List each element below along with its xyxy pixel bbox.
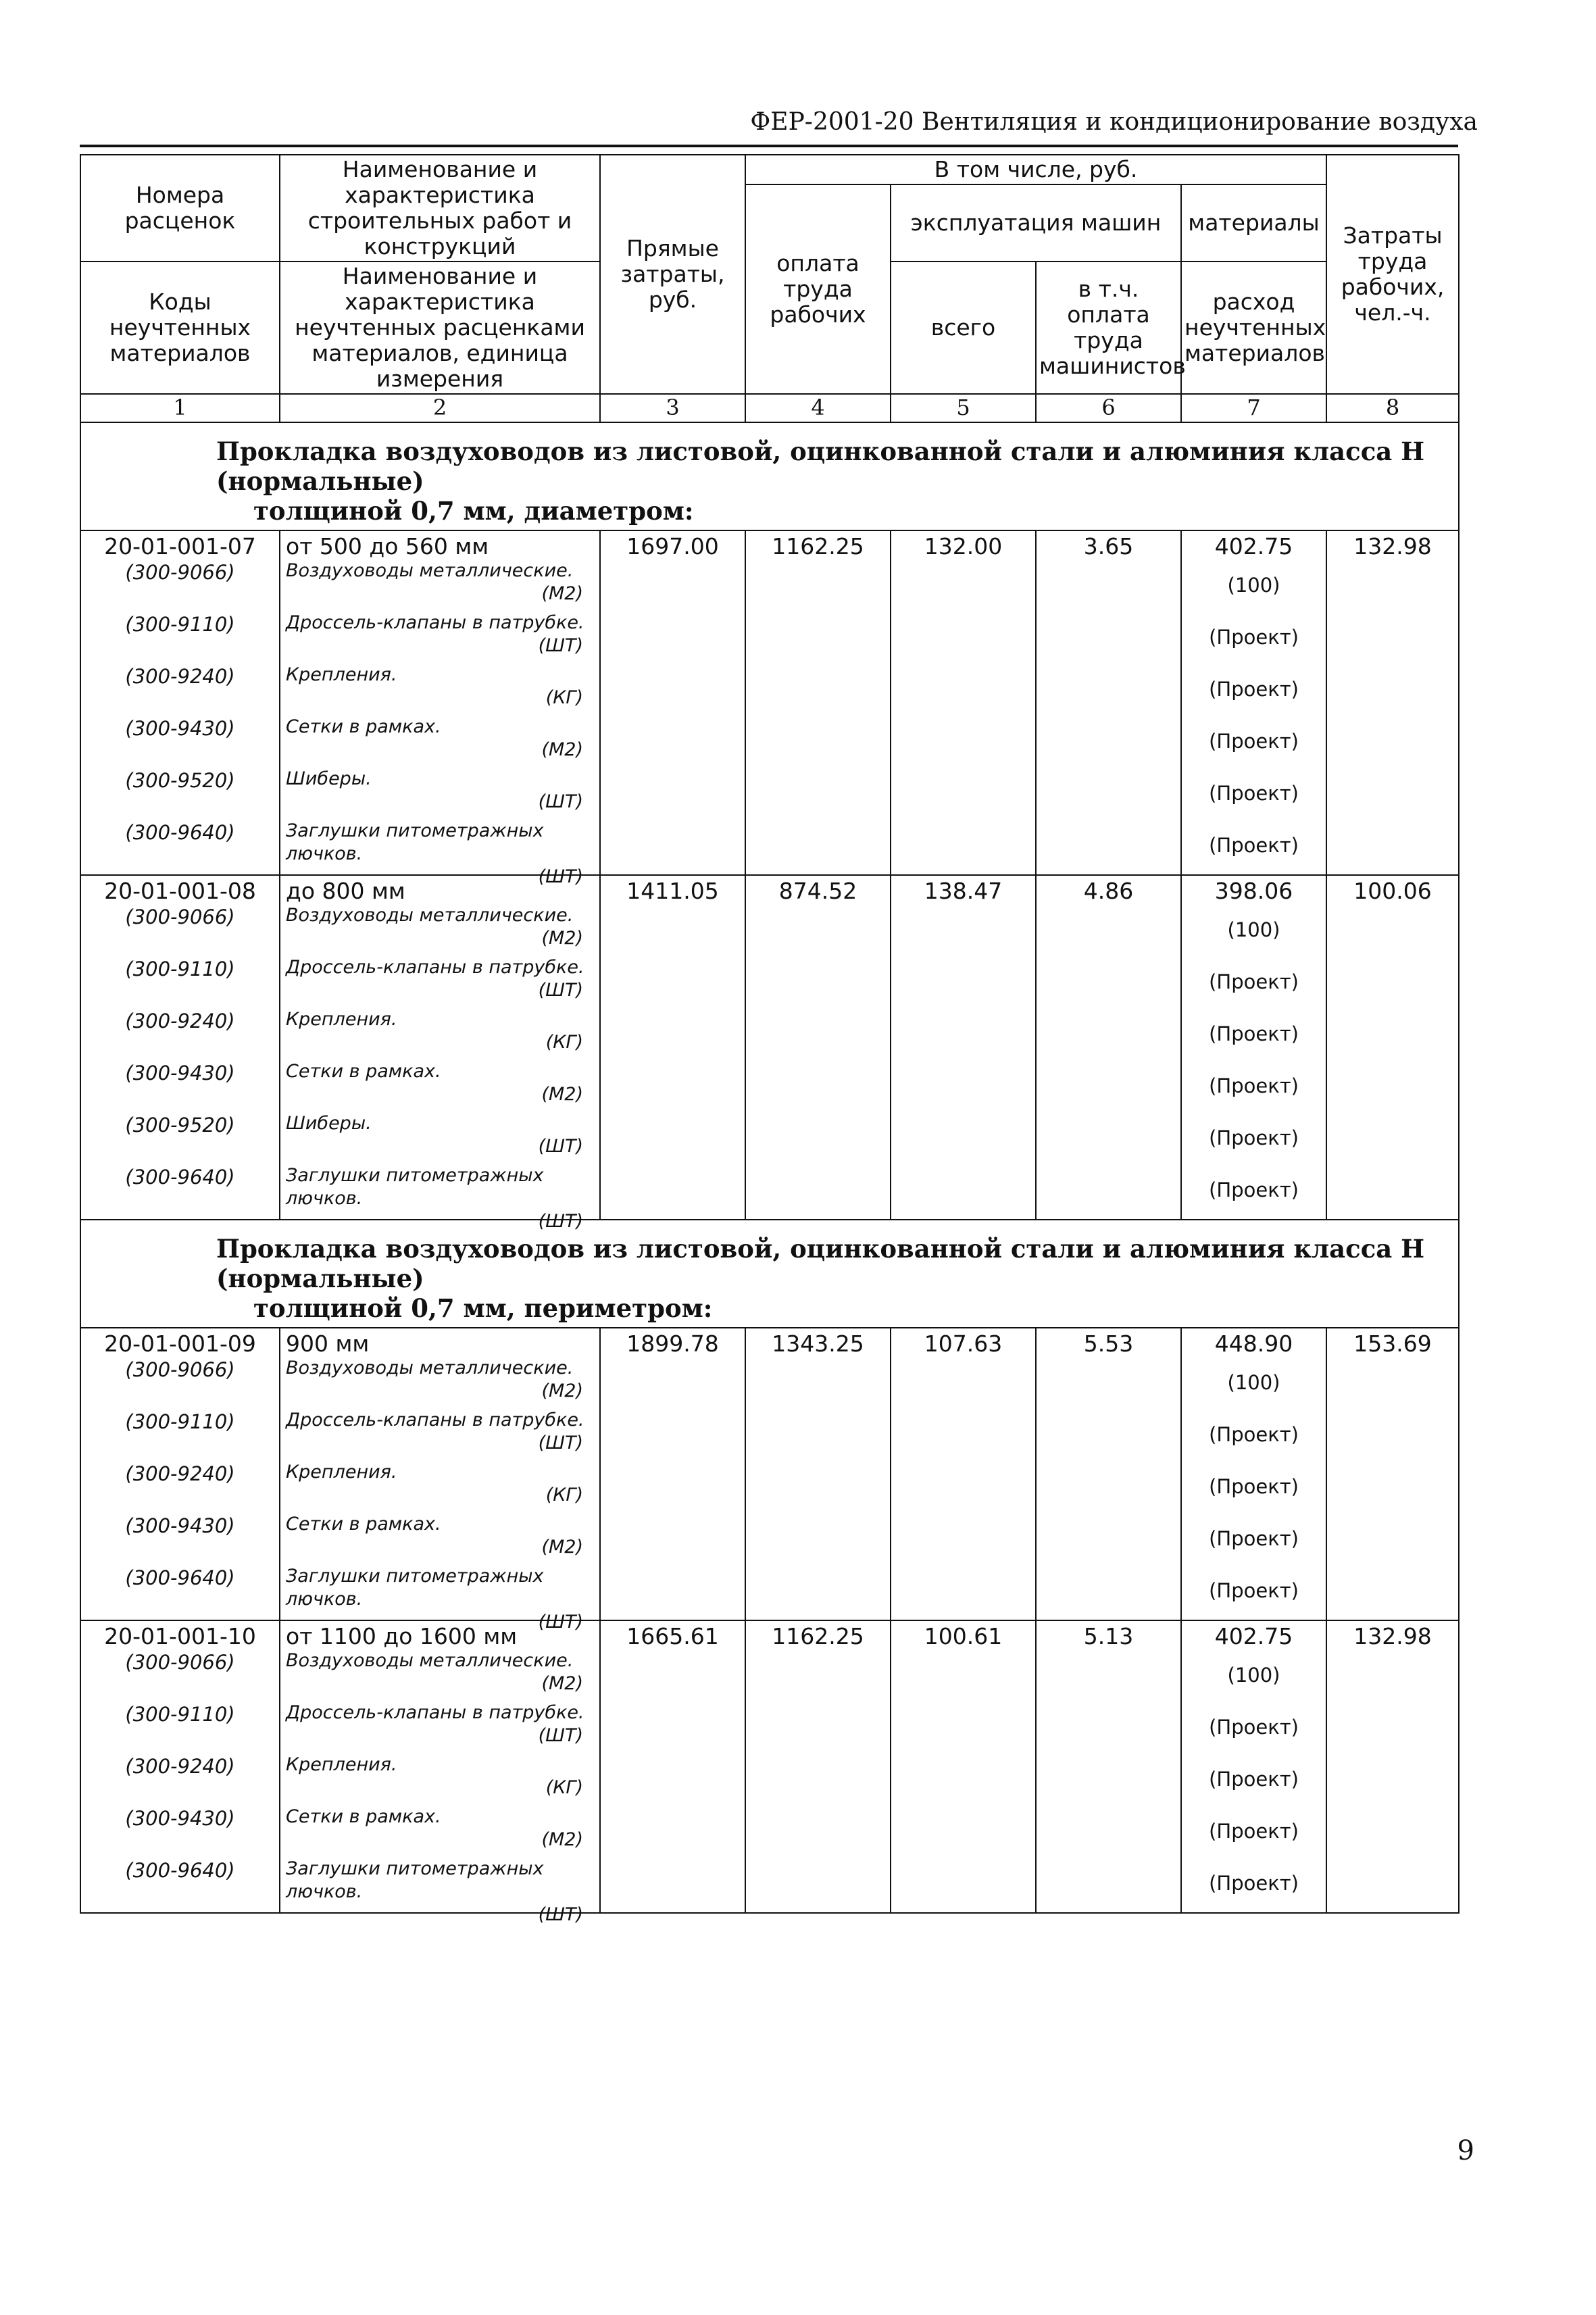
material-quantity: (Проект) — [1209, 730, 1299, 753]
material-item — [286, 1701, 594, 1753]
material-code: (300-9066) — [125, 1651, 235, 1674]
column-number: 7 — [1181, 394, 1326, 422]
page-header: ФЕР-2001-20 Вентиляция и кондиционирование воздуха — [750, 108, 1478, 136]
header-rate-numbers: Номера расценок — [80, 155, 280, 262]
material-quantity: (Проект) — [1209, 782, 1299, 805]
table-body — [80, 422, 1459, 1925]
material-item — [286, 1858, 594, 1925]
material-name: Заглушки питометражных лючков. — [286, 1165, 544, 1209]
material-unit: (ШТ) — [538, 1725, 583, 1746]
section-title — [80, 422, 1459, 530]
material-code: (300-9640) — [125, 1859, 235, 1882]
material-code: (300-9110) — [125, 1410, 235, 1433]
material-name: Заглушки питометражных лючков. — [286, 820, 544, 864]
material-code: (300-9110) — [125, 957, 235, 980]
column-number: 2 — [280, 394, 600, 422]
rate-codes-cell — [80, 1620, 280, 1913]
section-header-row — [80, 422, 1459, 530]
material-name: Воздуховоды металлические. — [286, 905, 574, 926]
material-quantity: (Проект) — [1209, 1423, 1299, 1446]
material-item — [286, 1060, 594, 1112]
rate-code: 20-01-001-08 — [104, 878, 256, 904]
rate-row — [80, 1328, 1459, 1620]
material-item — [286, 956, 594, 1008]
rate-row — [80, 530, 1459, 875]
materials-cost: 402.75 — [1214, 1623, 1293, 1649]
rate-description-cell — [280, 1620, 600, 1925]
rate-codes-cell — [80, 530, 280, 875]
material-code: (300-9640) — [125, 1166, 235, 1189]
material-code: (300-9066) — [125, 905, 235, 928]
material-quantity: (Проект) — [1209, 626, 1299, 649]
material-item — [286, 716, 594, 768]
rate-description-cell — [280, 530, 600, 887]
machinists-pay: 5.53 — [1036, 1328, 1181, 1620]
column-number: 6 — [1036, 394, 1181, 422]
material-name: Сетки в рамках. — [286, 716, 441, 737]
material-item — [286, 1461, 594, 1513]
machines-total: 132.00 — [891, 530, 1036, 875]
material-name: Крепления. — [286, 1009, 397, 1030]
material-unit: (М2) — [541, 1084, 583, 1105]
material-item — [286, 1164, 594, 1232]
material-code: (300-9110) — [125, 613, 235, 636]
labor-pay: 1162.25 — [745, 1620, 891, 1913]
material-item — [286, 1565, 594, 1633]
material-item — [286, 1753, 594, 1806]
rates-table — [80, 154, 1460, 1925]
material-quantity: (Проект) — [1209, 1872, 1299, 1895]
material-quantity: (100) — [1227, 1371, 1280, 1394]
material-quantity: (Проект) — [1209, 1126, 1299, 1149]
material-item — [286, 1008, 594, 1060]
material-unit: (ШТ) — [538, 1211, 583, 1232]
material-unit: (М2) — [541, 1380, 583, 1401]
material-unit: (ШТ) — [538, 1136, 583, 1157]
material-unit: (ШТ) — [538, 980, 583, 1001]
material-quantity: (Проект) — [1209, 678, 1299, 701]
material-unit: (М2) — [541, 1829, 583, 1850]
machinists-pay: 5.13 — [1036, 1620, 1181, 1913]
material-unit: (ШТ) — [538, 1612, 583, 1633]
column-number: 5 — [891, 394, 1036, 422]
labor-hours: 132.98 — [1326, 530, 1459, 875]
material-unit: (М2) — [541, 928, 583, 949]
material-name: Крепления. — [286, 1754, 397, 1775]
material-name: Заглушки питометражных лючков. — [286, 1858, 544, 1902]
material-name: Дроссель-клапаны в патрубке. — [286, 1702, 584, 1723]
header-material-name: Наименование и характеристика неучтенных расценками материалов, единица измерения — [280, 262, 600, 394]
rate-description: от 1100 до 1600 мм — [286, 1623, 518, 1649]
section-title-line2: толщиной 0,7 мм, периметром: — [253, 1293, 713, 1323]
material-name: Шиберы. — [286, 768, 372, 789]
material-code: (300-9640) — [125, 1566, 235, 1589]
material-unit: (КГ) — [545, 1032, 583, 1053]
machinists-pay: 3.65 — [1036, 530, 1181, 875]
material-item — [286, 559, 594, 612]
material-unit: (М2) — [541, 1537, 583, 1558]
material-quantity: (Проект) — [1209, 1820, 1299, 1843]
material-unit: (ШТ) — [538, 866, 583, 887]
material-quantity: (100) — [1227, 918, 1280, 941]
machines-total: 100.61 — [891, 1620, 1036, 1913]
section-title-line2: толщиной 0,7 мм, диаметром: — [253, 496, 694, 526]
labor-pay: 874.52 — [745, 875, 891, 1220]
material-item — [286, 1806, 594, 1858]
material-unit: (ШТ) — [538, 791, 583, 812]
material-code: (300-9240) — [125, 1010, 235, 1032]
rate-description-cell — [280, 875, 600, 1232]
section-title-line1: Прокладка воздуховодов из листовой, оцинкованной стали и алюминия класса Н (нормальные) — [216, 1234, 1425, 1293]
header-direct-costs: Прямые затраты, руб. — [600, 155, 745, 394]
material-code: (300-9520) — [125, 769, 235, 792]
rate-row — [80, 1620, 1459, 1913]
material-unit: (ШТ) — [538, 635, 583, 656]
labor-hours: 100.06 — [1326, 875, 1459, 1220]
rate-description: от 500 до 560 мм — [286, 533, 489, 559]
material-item — [286, 612, 594, 664]
materials-cost: 398.06 — [1214, 878, 1293, 904]
material-name: Воздуховоды металлические. — [286, 1358, 574, 1378]
materials-cell — [1181, 1620, 1326, 1913]
material-name: Крепления. — [286, 664, 397, 685]
material-unit: (ШТ) — [538, 1904, 583, 1925]
header-machinists-pay: в т.ч. оплата труда машинистов — [1036, 262, 1181, 394]
material-quantity: (100) — [1227, 1664, 1280, 1687]
rate-code: 20-01-001-09 — [104, 1330, 256, 1357]
materials-cost: 402.75 — [1214, 533, 1293, 559]
material-code: (300-9240) — [125, 1462, 235, 1485]
material-quantity: (Проект) — [1209, 970, 1299, 993]
header-material-codes: Коды неучтенных материалов — [80, 262, 280, 394]
material-quantity: (Проект) — [1209, 1022, 1299, 1045]
machines-total: 107.63 — [891, 1328, 1036, 1620]
material-quantity: (Проект) — [1209, 1579, 1299, 1602]
column-number: 3 — [600, 394, 745, 422]
material-item — [286, 1357, 594, 1409]
material-name: Сетки в рамках. — [286, 1806, 441, 1827]
material-name: Воздуховоды металлические. — [286, 560, 574, 581]
material-quantity: (Проект) — [1209, 1527, 1299, 1550]
material-code: (300-9430) — [125, 1062, 235, 1085]
materials-cell — [1181, 875, 1326, 1220]
labor-pay: 1162.25 — [745, 530, 891, 875]
machinists-pay: 4.86 — [1036, 875, 1181, 1220]
material-name: Дроссель-клапаны в патрубке. — [286, 612, 584, 633]
materials-cell — [1181, 1328, 1326, 1620]
material-name: Воздуховоды металлические. — [286, 1650, 574, 1671]
column-number: 8 — [1326, 394, 1459, 422]
material-name: Шиберы. — [286, 1113, 372, 1134]
rate-codes-cell — [80, 1328, 280, 1620]
material-name: Дроссель-клапаны в патрубке. — [286, 957, 584, 978]
material-code: (300-9066) — [125, 561, 235, 584]
material-code: (300-9240) — [125, 1755, 235, 1778]
material-name: Сетки в рамках. — [286, 1061, 441, 1082]
material-item — [286, 1409, 594, 1461]
rate-code: 20-01-001-07 — [104, 533, 256, 559]
material-code: (300-9240) — [125, 665, 235, 688]
material-item — [286, 904, 594, 956]
material-quantity: (Проект) — [1209, 1768, 1299, 1791]
rate-code: 20-01-001-10 — [104, 1623, 256, 1649]
material-unit: (М2) — [541, 583, 583, 604]
direct-costs: 1899.78 — [600, 1328, 745, 1620]
labor-hours: 153.69 — [1326, 1328, 1459, 1620]
page-number: 9 — [1457, 2135, 1474, 2166]
material-name: Дроссель-клапаны в патрубке. — [286, 1410, 584, 1430]
rate-codes-cell — [80, 875, 280, 1220]
material-quantity: (Проект) — [1209, 834, 1299, 857]
header-materials: материалы — [1181, 184, 1326, 262]
direct-costs: 1411.05 — [600, 875, 745, 1220]
material-quantity: (Проект) — [1209, 1716, 1299, 1739]
material-code: (300-9066) — [125, 1358, 235, 1381]
header-material-consumption: расход неучтенных материалов — [1181, 262, 1326, 394]
material-name: Крепления. — [286, 1462, 397, 1483]
section-header-row — [80, 1220, 1459, 1328]
header-work-name: Наименование и характеристика строительных работ и конструкций — [280, 155, 600, 262]
rate-description: до 800 мм — [286, 878, 405, 904]
material-item — [286, 1112, 594, 1164]
labor-pay: 1343.25 — [745, 1328, 891, 1620]
header-rule — [80, 145, 1458, 147]
material-unit: (ШТ) — [538, 1433, 583, 1453]
material-item — [286, 820, 594, 887]
material-code: (300-9110) — [125, 1703, 235, 1726]
material-unit: (КГ) — [545, 1777, 583, 1798]
material-quantity: (Проект) — [1209, 1475, 1299, 1498]
material-item — [286, 768, 594, 820]
material-quantity: (Проект) — [1209, 1074, 1299, 1097]
material-quantity: (Проект) — [1209, 1178, 1299, 1201]
materials-cost: 448.90 — [1214, 1330, 1293, 1357]
section-title-line1: Прокладка воздуховодов из листовой, оцинкованной стали и алюминия класса Н (нормальные) — [216, 437, 1425, 496]
header-labor-pay: оплата труда рабочих — [745, 184, 891, 394]
machines-total: 138.47 — [891, 875, 1036, 1220]
table-header — [80, 155, 1459, 422]
rate-row — [80, 875, 1459, 1220]
section-title — [80, 1220, 1459, 1328]
material-unit: (М2) — [541, 1673, 583, 1694]
material-name: Сетки в рамках. — [286, 1514, 441, 1535]
material-quantity: (100) — [1227, 574, 1280, 597]
material-item — [286, 1513, 594, 1565]
column-number: 1 — [80, 394, 280, 422]
material-code: (300-9640) — [125, 821, 235, 844]
material-unit: (М2) — [541, 739, 583, 760]
rate-description: 900 мм — [286, 1330, 370, 1357]
direct-costs: 1665.61 — [600, 1620, 745, 1913]
header-including: В том числе, руб. — [745, 155, 1326, 184]
material-unit: (КГ) — [545, 1485, 583, 1505]
material-item — [286, 664, 594, 716]
direct-costs: 1697.00 — [600, 530, 745, 875]
header-labor-hours: Затраты труда рабочих, чел.-ч. — [1326, 155, 1459, 394]
material-code: (300-9520) — [125, 1114, 235, 1137]
material-name: Заглушки питометражных лючков. — [286, 1566, 544, 1610]
column-number: 4 — [745, 394, 891, 422]
header-machines: эксплуатация машин — [891, 184, 1181, 262]
material-unit: (КГ) — [545, 687, 583, 708]
materials-cell — [1181, 530, 1326, 875]
column-numbers-row — [80, 394, 1459, 422]
material-code: (300-9430) — [125, 1807, 235, 1830]
material-code: (300-9430) — [125, 717, 235, 740]
rate-description-cell — [280, 1328, 600, 1633]
material-code: (300-9430) — [125, 1514, 235, 1537]
header-machines-total: всего — [891, 262, 1036, 394]
labor-hours: 132.98 — [1326, 1620, 1459, 1913]
material-item — [286, 1649, 594, 1701]
